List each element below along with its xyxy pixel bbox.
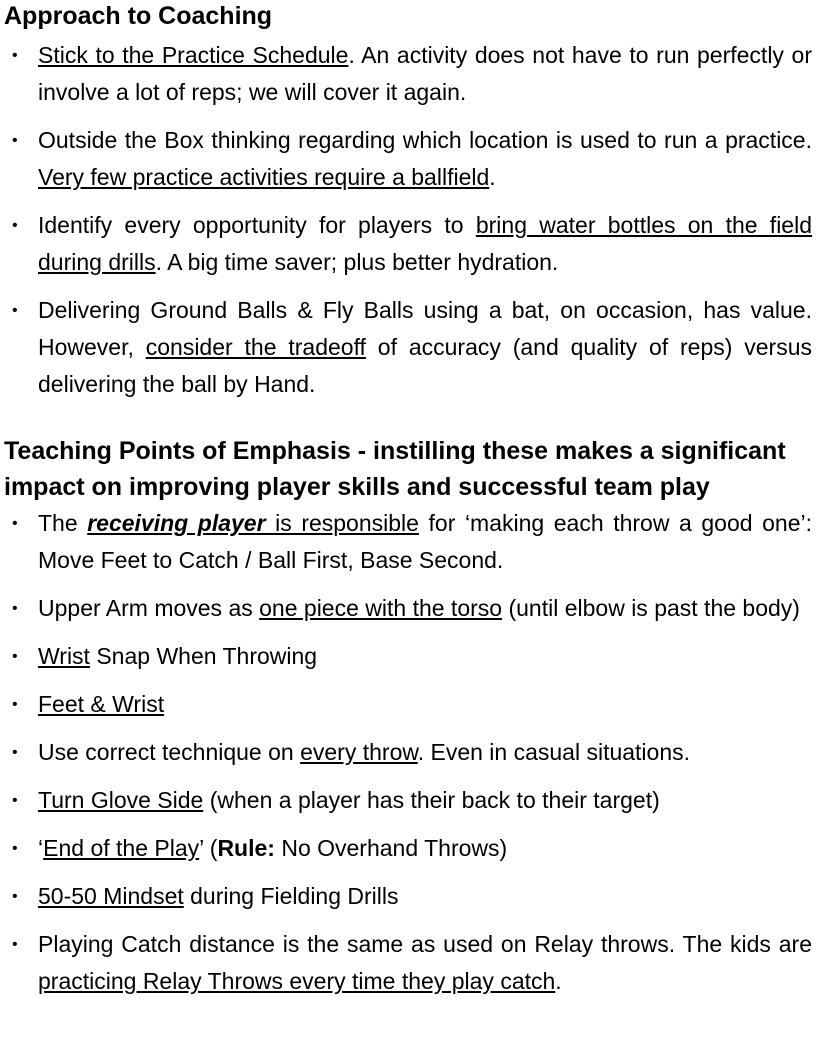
bullet-icon: • <box>12 936 18 953</box>
item-text: for ‘making each throw a good one’: Move Feet to Catch / Ball First, Base Second. <box>38 510 812 573</box>
item-text: (until elbow is past the body) <box>502 595 800 621</box>
underlined-text: consider the tradeoff <box>145 334 366 360</box>
bullet-icon: • <box>12 888 18 905</box>
bullet-icon: • <box>12 47 18 64</box>
heading-teaching-points: Teaching Points of Emphasis - instilling these makes a significant impact on improving player skills and successful team play <box>4 437 786 501</box>
bullet-icon: • <box>12 132 18 149</box>
underlined-text: Stick to the Practice Schedule <box>38 42 349 68</box>
item-text: Use correct technique on <box>38 739 301 765</box>
item-text: Delivering Ground Balls & Fly Balls using a bat, on occasion, has value. However, <box>38 297 812 360</box>
item-text: No Overhand Throws) <box>274 835 508 861</box>
underlined-text: practicing Relay Throws every time they play catch <box>38 968 556 994</box>
item-text: . Even in casual situations. <box>417 739 691 765</box>
list-item <box>4 686 812 723</box>
bullet-icon: • <box>12 217 18 234</box>
item-text: Identify every opportunity for players to <box>38 212 476 238</box>
list-item <box>4 926 812 1000</box>
item-text: ‘ <box>38 835 44 861</box>
item-text: Playing Catch distance is the same as used on Relay throws. The kids are <box>38 931 812 957</box>
list-item <box>4 590 812 627</box>
item-text: Upper Arm moves as <box>38 595 260 621</box>
underlined-text: End of the Play <box>43 835 200 861</box>
underlined-text: is responsible <box>265 510 419 536</box>
item-text: during Fielding Drills <box>183 883 399 909</box>
underlined-text: Feet & Wrist <box>38 691 165 717</box>
list-item <box>4 207 812 281</box>
item-text: . An activity does not have to run perfectly or involve a lot of reps; we will cover it again. <box>38 42 812 105</box>
bullet-icon: • <box>12 792 18 809</box>
list-item <box>4 734 812 771</box>
item-text: (when a player has their back to their target) <box>203 787 660 813</box>
underlined-text: Very few practice activities require a ballfield <box>38 164 490 190</box>
bold-italic-underlined-text: receiving player <box>87 510 266 536</box>
list-item <box>4 122 812 196</box>
bold-text: Rule: <box>217 835 275 861</box>
list-item <box>4 505 812 579</box>
item-text: Snap When Throwing <box>89 643 318 669</box>
approach-list <box>4 37 812 403</box>
underlined-text: Wrist <box>38 643 90 669</box>
list-item <box>4 37 812 111</box>
bullet-icon: • <box>12 840 18 857</box>
underlined-text: Turn Glove Side <box>38 787 204 813</box>
item-text: ’ ( <box>199 835 218 861</box>
list-item <box>4 878 812 915</box>
item-text: Outside the Box thinking regarding which location is used to run a practice. <box>38 127 812 153</box>
item-text: The <box>38 510 88 536</box>
bullet-icon: • <box>12 515 18 532</box>
underlined-text: 50-50 Mindset <box>38 883 184 909</box>
underlined-text: every throw <box>300 739 418 765</box>
item-text: . <box>555 968 562 994</box>
teaching-list <box>4 505 812 1000</box>
underlined-text: one piece with the torso <box>259 595 503 621</box>
item-text: . <box>489 164 496 190</box>
underlined-text: bring water bottles on the field during drills <box>38 212 812 275</box>
item-text: of accuracy (and quality of reps) versus delivering the ball by Hand. <box>38 334 812 397</box>
list-item <box>4 830 812 867</box>
bullet-icon: • <box>12 696 18 713</box>
bullet-icon: • <box>12 744 18 761</box>
bullet-icon: • <box>12 648 18 665</box>
list-item <box>4 292 812 403</box>
bullet-icon: • <box>12 302 18 319</box>
heading-approach-to-coaching: Approach to Coaching <box>4 2 273 30</box>
list-item <box>4 782 812 819</box>
list-item <box>4 638 812 675</box>
item-text: . A big time saver; plus better hydration. <box>155 249 559 275</box>
bullet-icon: • <box>12 600 18 617</box>
